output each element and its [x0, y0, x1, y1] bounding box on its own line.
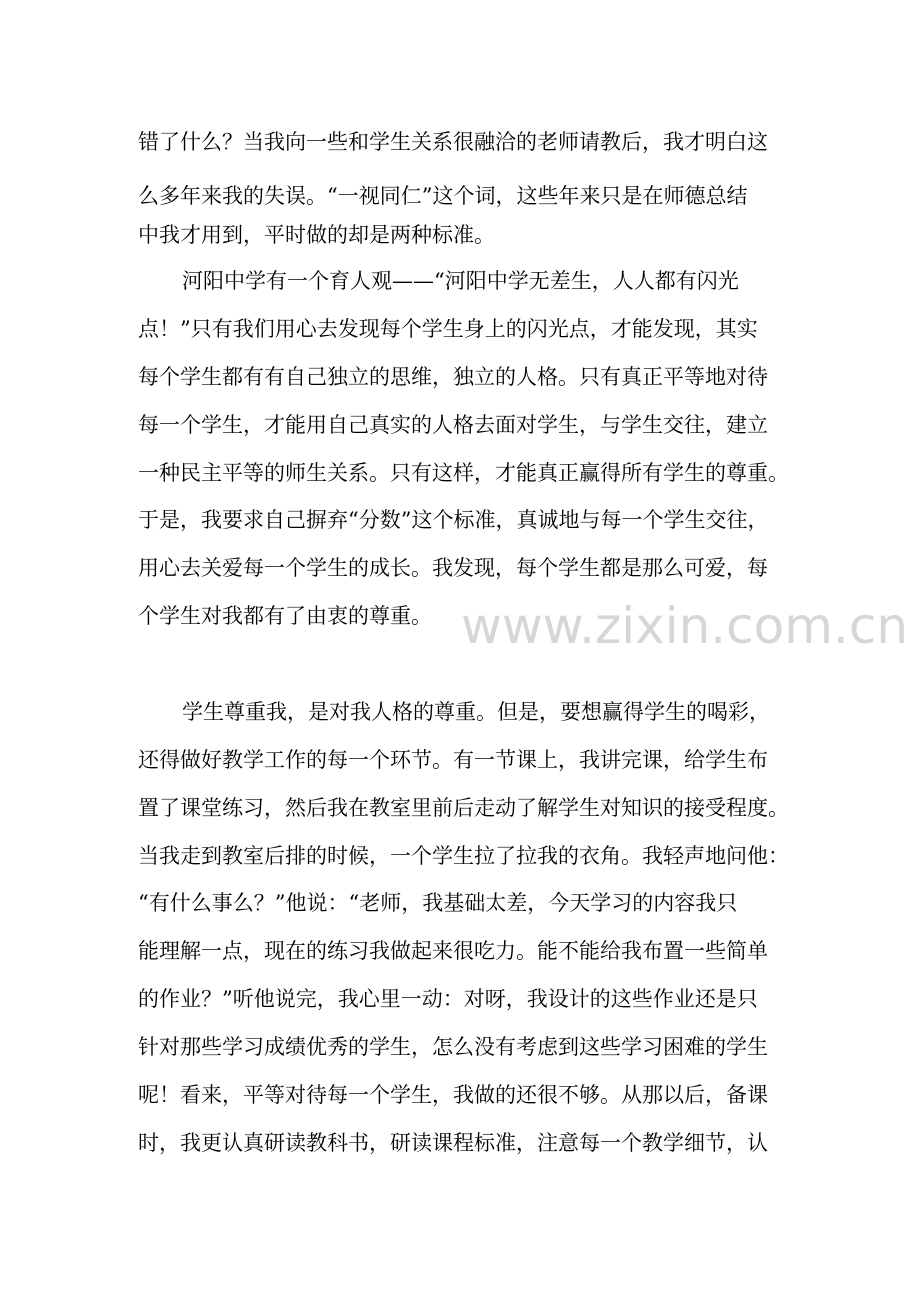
- paragraph-2-line-8: 个学生对我都有了由衷的尊重。: [138, 604, 432, 628]
- paragraph-2-line-4: 每一个学生，才能用自己真实的人格去面对学生，与学生交往，建立: [138, 413, 768, 437]
- paragraph-3-line-4: 当我走到教室后排的时候，一个学生拉了拉我的衣角。我轻声地问他：: [138, 844, 789, 868]
- paragraph-2-line-3: 每个学生都有有自己独立的思维，独立的人格。只有真正平等地对待: [138, 365, 768, 389]
- paragraph-2-line-7: 用心去关爱每一个学生的成长。我发现，每个学生都是那么可爱，每: [138, 556, 768, 580]
- paragraph-1-line-2: 么多年来我的失误。“一视同仁”这个词，这些年来只是在师德总结: [138, 184, 748, 208]
- paragraph-2-line-5: 一种民主平等的师生关系。只有这样，才能真正赢得所有学生的尊重。: [138, 461, 789, 485]
- paragraph-3-line-7: 的作业？”听他说完，我心里一动：对呀，我设计的这些作业还是只: [138, 987, 758, 1011]
- paragraph-3-line-10: 时，我更认真研读教科书，研读课程标准，注意每一个教学细节，认: [138, 1131, 768, 1155]
- paragraph-3-line-6: 能理解一点，现在的练习我做起来很吃力。能不能给我布置一些简单: [138, 939, 768, 963]
- paragraph-3-line-9: 呢！看来，平等对待每一个学生，我做的还很不够。从那以后，备课: [138, 1083, 768, 1107]
- paragraph-3-line-5: “有什么事么？”他说：“老师，我基础太差，今天学习的内容我只: [138, 891, 738, 915]
- paragraph-3-line-8: 针对那些学习成绩优秀的学生，怎么没有考虑到这些学习困难的学生: [138, 1035, 768, 1059]
- paragraph-2-line-6: 于是，我要求自己摒弃“分数”这个标准，真诚地与每一个学生交往，: [138, 508, 769, 532]
- paragraph-2-line-2: 点！”只有我们用心去发现每个学生身上的闪光点，才能发现，其实: [138, 317, 758, 341]
- watermark: www.zixin.com.cn: [461, 597, 909, 655]
- paragraph-3-line-1: 学生尊重我，是对我人格的尊重。但是，要想赢得学生的喝彩，: [182, 700, 770, 724]
- paragraph-1-line-3: 中我才用到，平时做的却是两种标准。: [138, 223, 495, 247]
- paragraph-3-line-2: 还得做好教学工作的每一个环节。有一节课上，我讲完课，给学生布: [138, 748, 768, 772]
- paragraph-2-line-1: 河阳中学有一个育人观——“河阳中学无差生，人人都有闪光: [182, 269, 739, 293]
- paragraph-1-line-1: 错了什么？当我向一些和学生关系很融洽的老师请教后，我才明白这: [138, 130, 768, 154]
- paragraph-3-line-3: 置了课堂练习，然后我在教室里前后走动了解学生对知识的接受程度。: [138, 796, 789, 820]
